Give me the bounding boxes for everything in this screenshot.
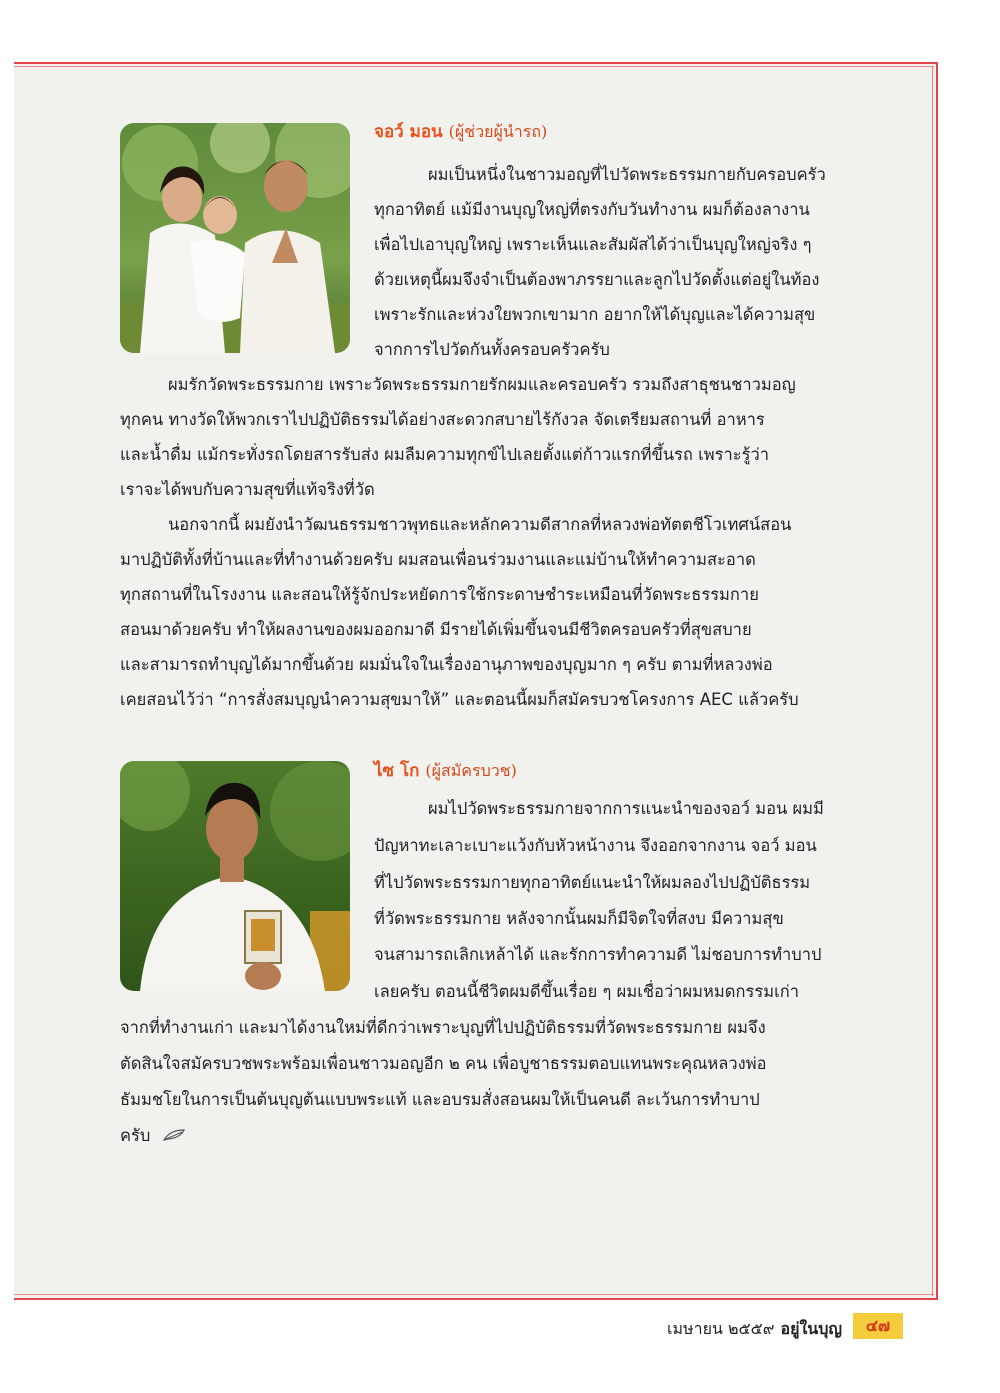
page-number: ๔๗ xyxy=(853,1313,903,1339)
young-man-photo xyxy=(120,761,350,991)
section2-line: จากที่ทำงานเก่า และมาได้งานใหม่ที่ดีกว่าเพราะบุญที่ไปปฏิบัติธรรมที่วัดพระธรรมกาย ผมจึง xyxy=(120,1018,766,1037)
section1-line: เพราะรักและห่วงใยพวกเขามาก อยากให้ได้บุญและได้ความสุข xyxy=(374,305,816,324)
footer-magazine-name: อยู่ในบุญ xyxy=(780,1319,842,1338)
section1-title xyxy=(374,118,547,145)
section1-line: และน้ำดื่ม แม้กระทั่งรถโดยสารรับส่ง ผมลืมความทุกข์ไปเลยตั้งแต่ก้าวแรกที่ขึ้นรถ เพราะรู้ว่า xyxy=(120,445,770,464)
frame-bottom-line xyxy=(14,1298,938,1300)
frame-top-inner-line xyxy=(14,66,934,67)
section1-line: ผมรักวัดพระธรรมกาย เพราะวัดพระธรรมกายรักผมและครอบครัว รวมถึงสาธุชนชาวมอญ xyxy=(168,375,796,394)
section2-name: ไซ โก xyxy=(374,761,420,781)
section2-line: ตัดสินใจสมัครบวชพระพร้อมเพื่อนชาวมอญอีก ๒ คน เพื่อบูชาธรรมตอบแทนพระคุณหลวงพ่อ xyxy=(120,1054,767,1073)
section2-line: ปัญหาทะเลาะเบาะแว้งกับหัวหน้างาน จึงออกจากงาน จอว์ มอน xyxy=(374,836,817,855)
footer-month-year: เมษายน ๒๕๕๙ xyxy=(667,1319,775,1338)
section1-role: (ผู้ช่วยผู้นำรถ) xyxy=(448,122,548,141)
section1-line: และสามารถทำบุญได้มากขึ้นด้วย ผมมั่นใจในเรื่องอานุภาพของบุญมาก ๆ ครับ ตามที่หลวงพ่อ xyxy=(120,655,773,674)
section1-line: เราจะได้พบกับความสุขที่แท้จริงที่วัด xyxy=(120,480,375,499)
section2-line: ที่ไปวัดพระธรรมกายทุกอาทิตย์แนะนำให้ผมลองไปปฏิบัติธรรม xyxy=(374,873,811,892)
section2-line: ธัมมชโยในการเป็นต้นบุญต้นแบบพระแท้ และอบรมสั่งสอนผมให้เป็นคนดี ละเว้นการทำบาป xyxy=(120,1090,760,1109)
section2-role: (ผู้สมัครบวช) xyxy=(425,761,517,780)
section1-name: จอว์ มอน xyxy=(374,122,443,142)
leaf-end-mark-icon xyxy=(162,1125,188,1149)
frame-top-line xyxy=(14,62,938,64)
section1-line: เคยสอนไว้ว่า “การสั่งสมบุญนำความสุขมาให้” และตอนนี้ผมก็สมัครบวชโครงการ AEC แล้วครับ xyxy=(120,690,799,709)
section2-line: จนสามารถเลิกเหล้าได้ และรักการทำความดี ไม่ชอบการทำบาป xyxy=(374,945,822,964)
section1-line: มาปฏิบัติทั้งที่บ้านและที่ทำงานด้วยครับ ผมสอนเพื่อนร่วมงานและแม่บ้านให้ทำความสะอาด xyxy=(120,550,756,569)
section2-title xyxy=(374,757,517,784)
section1-line: ทุกคน ทางวัดให้พวกเราไปปฏิบัติธรรมได้อย่างสะดวกสบายไร้กังวล จัดเตรียมสถานที่ อาหาร xyxy=(120,410,765,429)
footer-text xyxy=(667,1317,842,1342)
section2-line: เลยครับ ตอนนี้ชีวิตผมดีขึ้นเรื่อย ๆ ผมเชื่อว่าผมหมดกรรมเก่า xyxy=(374,982,799,1001)
frame-right-inner-line xyxy=(932,66,933,1296)
section1-line: ผมเป็นหนึ่งในชาวมอญที่ไปวัดพระธรรมกายกับครอบครัว xyxy=(428,165,826,184)
section1-line: นอกจากนี้ ผมยังนำวัฒนธรรมชาวพุทธและหลักความดีสากลที่หลวงพ่อทัตตชีโวเทศน์สอน xyxy=(168,515,792,534)
section1-line: จากการไปวัดกันทั้งครอบครัวครับ xyxy=(374,340,610,359)
section2-last-line xyxy=(120,1124,188,1149)
section1-line: เพื่อไปเอาบุญใหญ่ เพราะเห็นและสัมผัสได้ว่าเป็นบุญใหญ่จริง ๆ xyxy=(374,235,812,254)
frame-right-line xyxy=(936,62,938,1300)
section2-line: ผมไปวัดพระธรรมกายจากการแนะนำของจอว์ มอน ผมมี xyxy=(428,799,824,818)
family-photo xyxy=(120,123,350,353)
section1-line: ทุกอาทิตย์ แม้มีงานบุญใหญ่ที่ตรงกับวันทำงาน ผมก็ต้องลางาน xyxy=(374,200,810,219)
section1-line: ด้วยเหตุนี้ผมจึงจำเป็นต้องพาภรรยาและลูกไปวัดตั้งแต่อยู่ในท้อง xyxy=(374,270,820,289)
section1-line: สอนมาด้วยครับ ทำให้ผลงานของผมออกมาดี มีรายได้เพิ่มขึ้นจนมีชีวิตครอบครัวที่สุขสบาย xyxy=(120,620,752,639)
section2-line: ที่วัดพระธรรมกาย หลังจากนั้นผมก็มีจิตใจที่สงบ มีความสุข xyxy=(374,909,784,928)
frame-bottom-inner-line xyxy=(14,1294,934,1295)
section2-line: ครับ xyxy=(120,1126,151,1145)
section1-line: ทุกสถานที่ในโรงงาน และสอนให้รู้จักประหยัดการใช้กระดาษชำระเหมือนที่วัดพระธรรมกาย xyxy=(120,585,759,604)
